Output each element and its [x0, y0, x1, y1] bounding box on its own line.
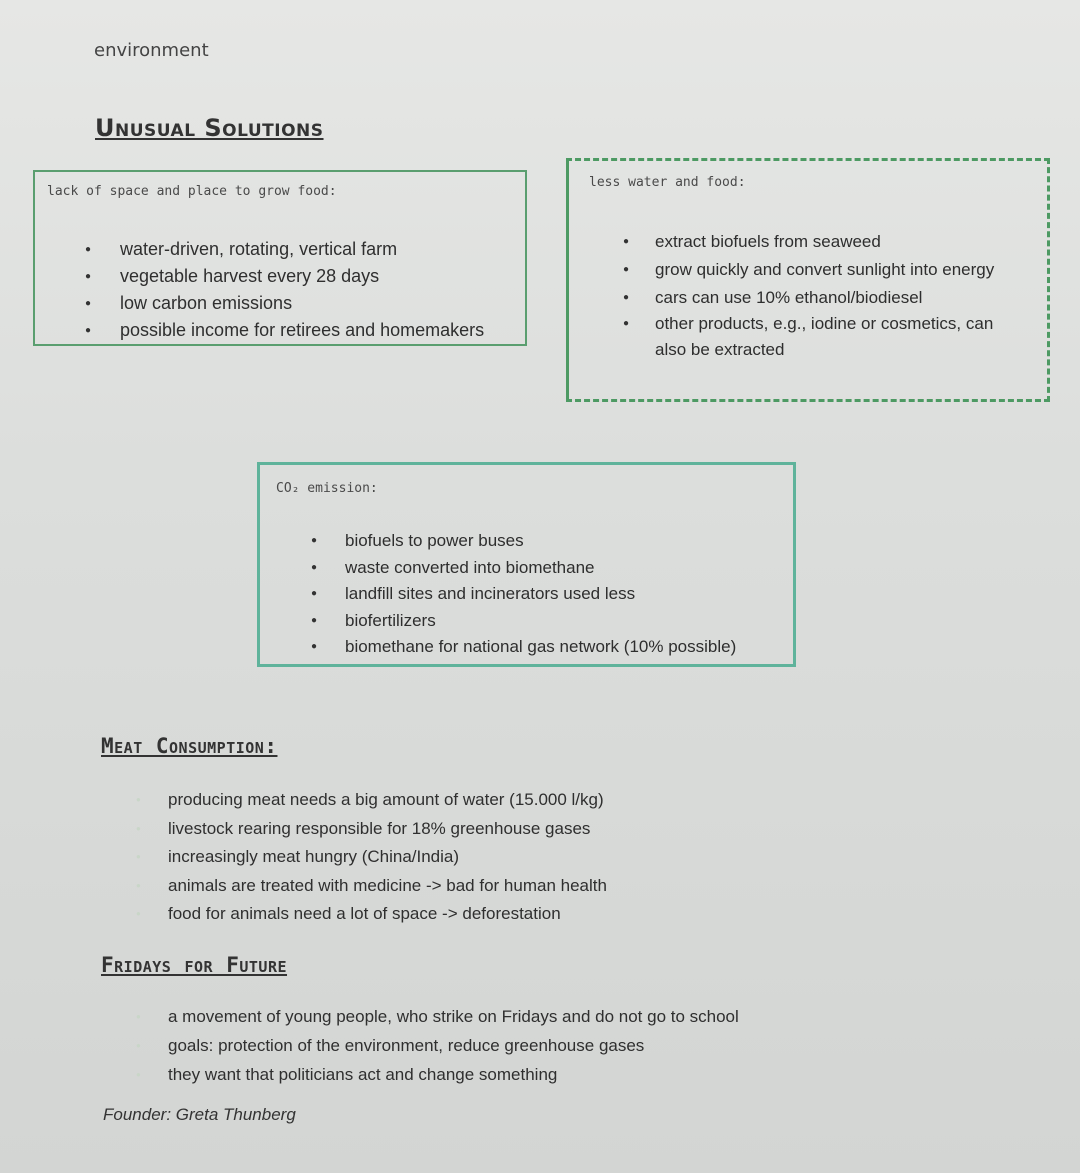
- meat-title: Meat Consumption:: [101, 734, 278, 758]
- subject-label: environment: [94, 40, 209, 61]
- list-item: ● food for animals need a lot of space -> deforestation: [168, 900, 788, 929]
- list-item: ● extract biofuels from seaweed: [655, 229, 1005, 255]
- list-item: ● biomethane for national gas network (10% possible): [345, 634, 795, 661]
- list-item: ● low carbon emissions: [120, 290, 530, 317]
- list-item: ● biofuels to power buses: [345, 528, 795, 555]
- list-item: ● biofertilizers: [345, 608, 795, 635]
- meat-list: [168, 786, 788, 929]
- fff-list: [168, 1002, 868, 1089]
- page-title: Unusual Solutions: [95, 114, 324, 142]
- list-item: ● other products, e.g., iodine or cosmetics, can also be extracted: [655, 311, 1005, 363]
- fff-title: Fridays for Future: [101, 953, 288, 977]
- list-item: ● increasingly meat hungry (China/India): [168, 843, 788, 872]
- list-item: ● goals: protection of the environment, reduce greenhouse gases: [168, 1031, 868, 1060]
- list-item: ● they want that politicians act and change something: [168, 1060, 868, 1089]
- list-item: ● possible income for retirees and homemakers: [120, 317, 530, 344]
- box-water: [566, 158, 1050, 402]
- list-item: ● a movement of young people, who strike on Fridays and do not go to school: [168, 1002, 868, 1031]
- box-co2-label: CO₂ emission:: [276, 481, 378, 496]
- list-item: ● animals are treated with medicine -> bad for human health: [168, 872, 788, 901]
- box-co2: [257, 462, 796, 667]
- box-space-list: [120, 236, 530, 344]
- list-item: ● producing meat needs a big amount of water (15.000 l/kg): [168, 786, 788, 815]
- list-item: ● cars can use 10% ethanol/biodiesel: [655, 285, 1005, 311]
- founder-note: Founder: Greta Thunberg: [103, 1105, 296, 1124]
- box-space: [33, 170, 527, 346]
- list-item: ● vegetable harvest every 28 days: [120, 263, 530, 290]
- list-item: ● waste converted into biomethane: [345, 555, 795, 582]
- list-item: ● livestock rearing responsible for 18% greenhouse gases: [168, 815, 788, 844]
- list-item: ● grow quickly and convert sunlight into energy: [655, 257, 1005, 283]
- box-space-label: lack of space and place to grow food:: [47, 184, 337, 199]
- box-water-list: [655, 229, 1005, 363]
- list-item: ● water-driven, rotating, vertical farm: [120, 236, 530, 263]
- box-co2-list: [345, 528, 795, 661]
- box-water-label: less water and food:: [589, 175, 746, 190]
- list-item: ● landfill sites and incinerators used less: [345, 581, 795, 608]
